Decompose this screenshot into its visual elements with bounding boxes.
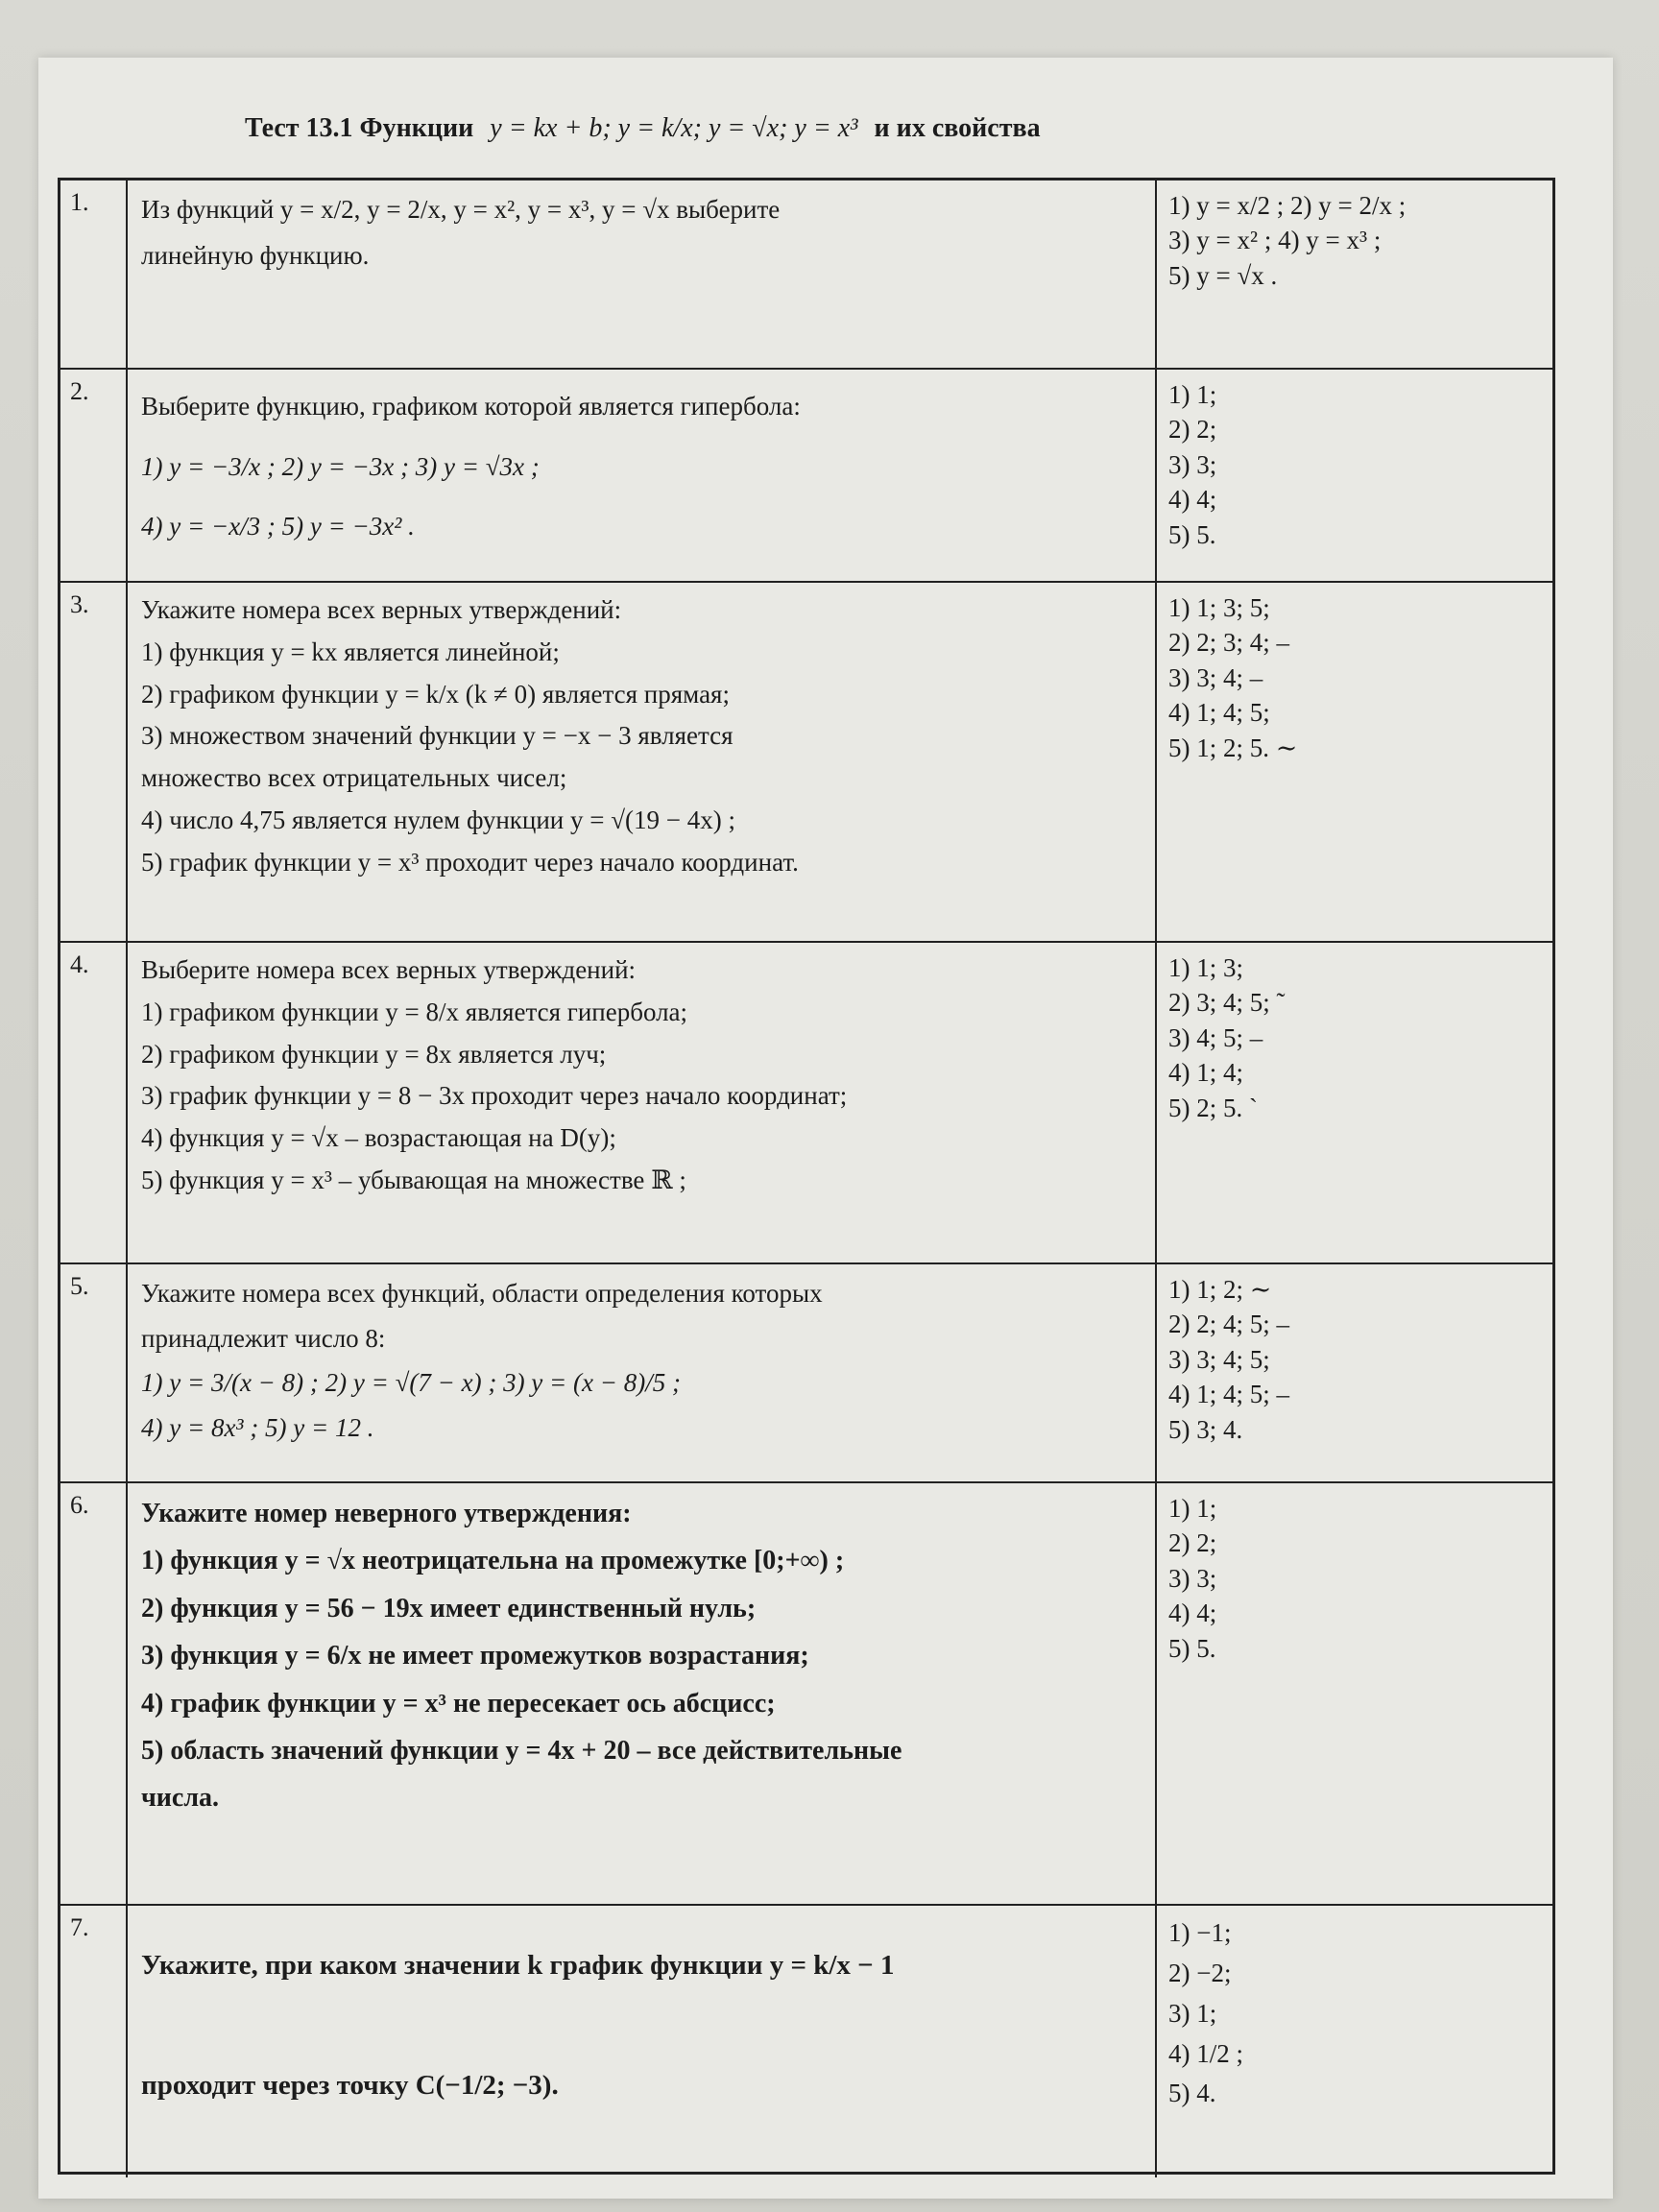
question-line: линейную функцию. [141, 240, 370, 270]
answer-option: 3) 3; 4; – [1168, 662, 1263, 692]
answer-option: 5) y = √x . [1168, 260, 1278, 290]
answer-options [1155, 943, 1552, 1262]
answer-option: 3) 3; [1168, 449, 1217, 479]
question-line: проходит через точку C(−1/2; −3). [141, 2069, 559, 2101]
question-number: 6. [60, 1483, 128, 1904]
answer-options [1155, 370, 1552, 581]
answer-option: 4) 4; [1168, 485, 1217, 515]
answer-option: 3) 3; [1168, 1563, 1217, 1593]
answer-option: 3) 1; [1168, 1998, 1217, 2028]
question-line: 4) y = −x/3 ; 5) y = −3x² . [141, 512, 415, 541]
answer-option: 5) 5. [1168, 1633, 1216, 1663]
answer-options [1155, 1483, 1552, 1904]
answer-option: 1) 1; [1168, 380, 1217, 409]
question-line: 4) график функции y = x³ не пересекает ось абсцисс; [141, 1688, 776, 1719]
title-label: Тест 13.1 Функции [245, 113, 474, 143]
answer-option: 5) 3; 4. [1168, 1414, 1243, 1444]
question-text [128, 1483, 1155, 1904]
question-row-1 [60, 180, 1552, 368]
question-line: 4) число 4,75 является нулем функции y = √(19 − 4x) ; [141, 805, 735, 834]
question-line: принадлежит число 8: [141, 1323, 386, 1353]
question-row-5 [60, 1262, 1552, 1481]
question-line: 1) y = −3/x ; 2) y = −3x ; 3) y = √3x ; [141, 451, 540, 481]
question-line: Укажите номера всех верных утверждений: [141, 595, 622, 624]
answer-option: 5) 4. [1168, 2079, 1216, 2108]
question-line: 1) функция y = √x неотрицательна на промежутке [0;+∞) ; [141, 1546, 845, 1576]
title-suffix: и их свойства [874, 113, 1041, 143]
question-line: 5) функция y = x³ – убывающая на множестве ℝ ; [141, 1165, 686, 1194]
question-row-3 [60, 581, 1552, 941]
answer-options [1155, 1264, 1552, 1481]
question-text [128, 943, 1155, 1262]
question-line: Укажите, при каком значении k график функции y = k/x − 1 [141, 1950, 895, 1981]
question-line: 3) функция y = 6/x не имеет промежутков возрастания; [141, 1641, 809, 1671]
question-line: 5) график функции y = x³ проходит через начало координат. [141, 847, 799, 877]
question-number: 1. [60, 180, 128, 368]
title-functions: y = kx + b; y = k/x; y = √x; y = x³ [490, 113, 858, 143]
answer-option: 1) y = x/2 ; 2) y = 2/x ; [1168, 191, 1407, 220]
answer-option: 2) 2; [1168, 1528, 1217, 1558]
answer-option: 1) 1; 3; 5; [1168, 593, 1270, 622]
answer-option: 5) 2; 5. ` [1168, 1093, 1258, 1122]
answer-option: 2) −2; [1168, 1958, 1232, 1987]
question-line: 3) множеством значений функции y = −x − 3 является [141, 721, 733, 751]
answer-option: 1) −1; [1168, 1918, 1232, 1947]
question-text [128, 583, 1155, 941]
answer-options [1155, 583, 1552, 941]
answer-option: 1) 1; [1168, 1494, 1217, 1523]
question-number: 5. [60, 1264, 128, 1481]
answer-option: 1) 1; 3; [1168, 953, 1243, 982]
question-line: множество всех отрицательных чисел; [141, 763, 567, 793]
question-number: 3. [60, 583, 128, 941]
answer-option: 2) 2; [1168, 415, 1217, 445]
question-row-2 [60, 368, 1552, 581]
answer-option: 4) 1/2 ; [1168, 2038, 1243, 2068]
question-line: Из функций y = x/2, y = 2/x, y = x², y = x³, y = √x выберите [141, 195, 781, 224]
answer-option: 4) 1; 4; [1168, 1058, 1243, 1088]
question-line: Выберите функцию, графиком которой является гипербола: [141, 392, 801, 421]
answer-option: 4) 1; 4; 5; [1168, 698, 1270, 728]
question-line: 5) область значений функции y = 4x + 20 – все действительные [141, 1735, 902, 1766]
question-line: 1) графиком функции y = 8/x является гипербола; [141, 997, 688, 1026]
question-line: 2) графиком функции y = 8x является луч; [141, 1039, 607, 1069]
question-number: 7. [60, 1906, 128, 2177]
answer-option: 2) 3; 4; 5; ˜ [1168, 988, 1286, 1018]
question-number: 4. [60, 943, 128, 1262]
page-title [245, 113, 1301, 144]
question-number: 2. [60, 370, 128, 581]
question-line: числа. [141, 1783, 220, 1814]
question-row-4 [60, 941, 1552, 1262]
answer-option: 3) y = x² ; 4) y = x³ ; [1168, 226, 1382, 255]
question-text [128, 1906, 1155, 2177]
question-line: 3) график функции y = 8 − 3x проходит через начало координат; [141, 1081, 848, 1111]
answer-option: 3) 3; 4; 5; [1168, 1344, 1270, 1374]
answer-option: 3) 4; 5; – [1168, 1022, 1263, 1052]
question-line: 4) y = 8x³ ; 5) y = 12 . [141, 1412, 374, 1442]
question-line: 2) функция y = 56 − 19x имеет единственный нуль; [141, 1593, 757, 1623]
question-line: 2) графиком функции y = k/x (k ≠ 0) является прямая; [141, 679, 730, 709]
answer-option: 5) 1; 2; 5. ∼ [1168, 733, 1298, 762]
answer-option: 2) 2; 3; 4; – [1168, 628, 1289, 658]
question-line: 1) y = 3/(x − 8) ; 2) y = √(7 − x) ; 3) y = (x − 8)/5 ; [141, 1368, 681, 1397]
question-line: 4) функция y = √x – возрастающая на D(y); [141, 1123, 616, 1153]
answer-option: 4) 4; [1168, 1599, 1217, 1628]
question-line: 1) функция y = kx является линейной; [141, 637, 560, 666]
answer-option: 1) 1; 2; ∼ [1168, 1275, 1272, 1304]
question-line: Выберите номера всех верных утверждений: [141, 955, 637, 984]
question-row-6 [60, 1481, 1552, 1904]
question-text [128, 180, 1155, 368]
question-row-7 [60, 1904, 1552, 2177]
answer-option: 4) 1; 4; 5; – [1168, 1380, 1289, 1409]
question-line: Укажите номер неверного утверждения: [141, 1499, 632, 1528]
answer-options [1155, 180, 1552, 368]
questions-table [58, 178, 1555, 2175]
question-text [128, 1264, 1155, 1481]
answer-option: 5) 5. [1168, 519, 1216, 549]
answer-option: 2) 2; 4; 5; – [1168, 1310, 1289, 1339]
answer-options [1155, 1906, 1552, 2177]
question-line: Укажите номера всех функций, области определения которых [141, 1279, 823, 1308]
question-text [128, 370, 1155, 581]
